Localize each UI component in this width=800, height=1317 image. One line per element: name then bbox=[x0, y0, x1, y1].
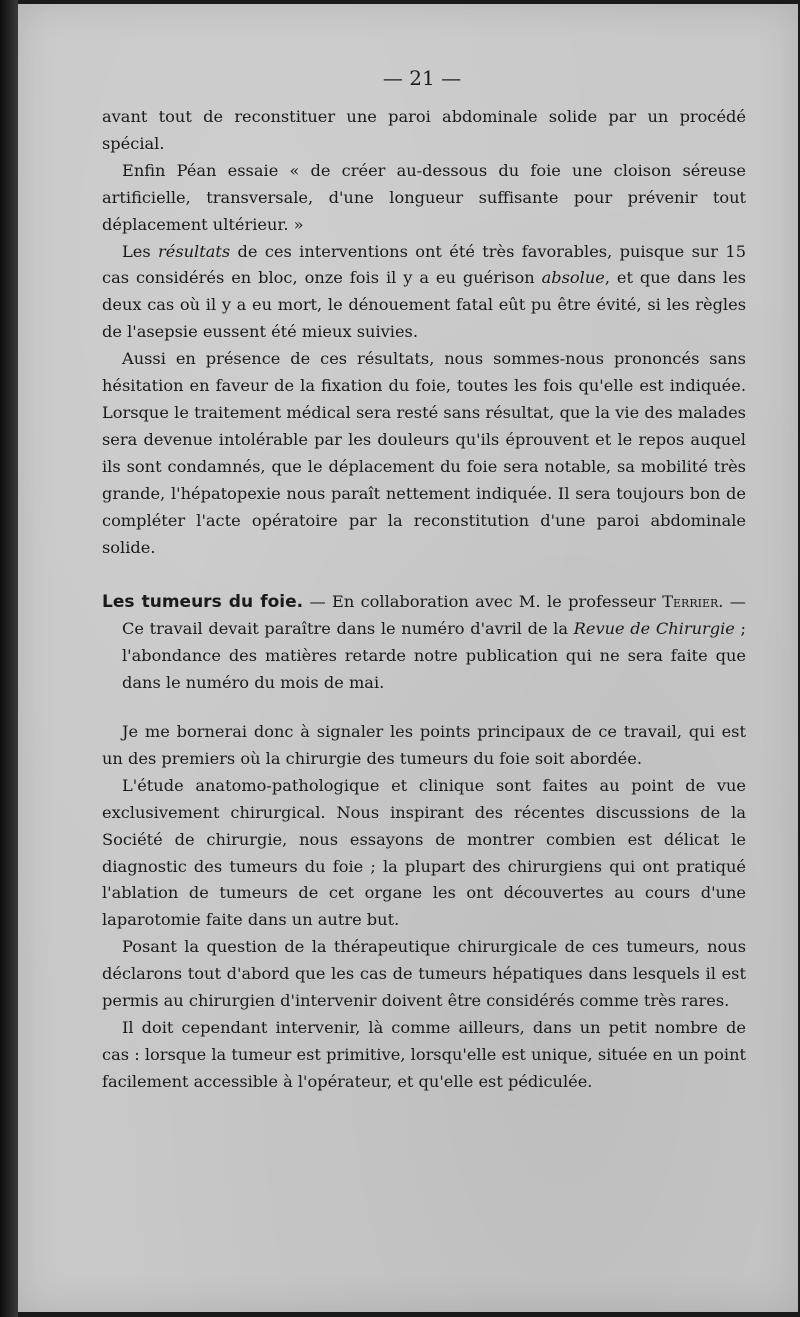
journal-title: Revue de Chirurgie bbox=[573, 619, 735, 639]
section-tumeurs bbox=[102, 589, 746, 697]
document-page bbox=[18, 4, 798, 1312]
section-heading: Les tumeurs du foie. bbox=[102, 592, 304, 613]
paragraph-indications: Il doit cependant intervenir, là comme ailleurs, dans un petit nombre de cas : lorsque la tumeur est primitive, lorsqu'elle est unique, située en un point facilement accessible à l'opérateur, et qu'elle est pédiculée. bbox=[102, 1018, 746, 1091]
paragraph-summary: Je me bornerai donc à signaler les points principaux de ce travail, qui est un des premiers où la chirurgie des tumeurs du foie soit abordée. bbox=[102, 722, 746, 768]
paragrap-pean: Enfin Péan essaie « de créer au-dessous du foie une cloison séreuse artificielle, transversale, d'une longueur suffisante pour prévenir tout déplacement ultérieur. » bbox=[102, 160, 746, 234]
section-text-b: . — Ce travail devait paraître dans le numéro d'avril de la bbox=[122, 592, 746, 639]
body-text bbox=[102, 104, 746, 1096]
paragraph-results-emphasis: résultats bbox=[158, 241, 231, 261]
author-name: Terrier bbox=[662, 592, 719, 612]
scan-edge-shadow bbox=[0, 0, 18, 1317]
paragraph-results-text-b: de ces interventions ont été très favorables, puisque sur 15 cas considérés en bloc, onze fois il y a eu guérison bbox=[102, 241, 746, 288]
paragraph-results bbox=[102, 239, 746, 347]
paragraph-results-emphasis-2: absolue bbox=[541, 268, 605, 288]
paragraph-continuation: avant tout de reconstituer une paroi abdominale solide par un procédé spécial. bbox=[102, 107, 746, 153]
paragraph-results-text-a: Les bbox=[122, 241, 158, 261]
page-number: — 21 — bbox=[382, 66, 462, 90]
section-text-a: — En collaboration avec M. le professeur bbox=[303, 592, 663, 612]
section-text-c: ; l'abondance des matières retarde notre publication qui ne sera faite que dans le numéro du mois de mai. bbox=[122, 619, 746, 693]
paragraph-study: L'étude anatomo-pathologique et clinique sont faites au point de vue exclusivement chirurgical. Nous inspirant des récentes discussions de la Société de chirurgie, nous essayons de montrer combien est délicat le diagnostic des tumeurs du foie ; la plupart des chirurgiens qui ont pratiqué l'ablation de tumeurs de cet organe les ont découvertes au cours d'une laparotomie faite dans un autre but. bbox=[102, 775, 746, 930]
paragraph-conclusion: Aussi en présence de ces résultats, nous sommes-nous prononcés sans hésitation en faveur de la fixation du foie, toutes les fois qu'elle est indiquée. Lorsque le traitement médical sera resté sans résultat, que la vie des malades sera devenue intolérable par les douleurs qu'ils éprouvent et le repos auquel ils sont condamnés, que le déplacement du foie sera notable, sa mobilité très grande, l'hépatopexie nous paraît nettement indiquée. Il sera toujours bon de compléter l'acte opératoire par la reconstitution d'une paroi abdominale solide. bbox=[102, 349, 746, 557]
paragraph-therapy: Posant la question de la thérapeutique chirurgicale de ces tumeurs, nous déclarons tout d'abord que les cas de tumeurs hépatiques dans lesquels il est permis au chirurgien d'intervenir doivent être considérés comme très rares. bbox=[102, 937, 746, 1011]
paragraph-results-text-c: , et que dans les deux cas où il y a eu mort, le dénouement fatal eût pu être évité, si les règles de l'asepsie eussent été mieux suivies. bbox=[102, 268, 746, 342]
